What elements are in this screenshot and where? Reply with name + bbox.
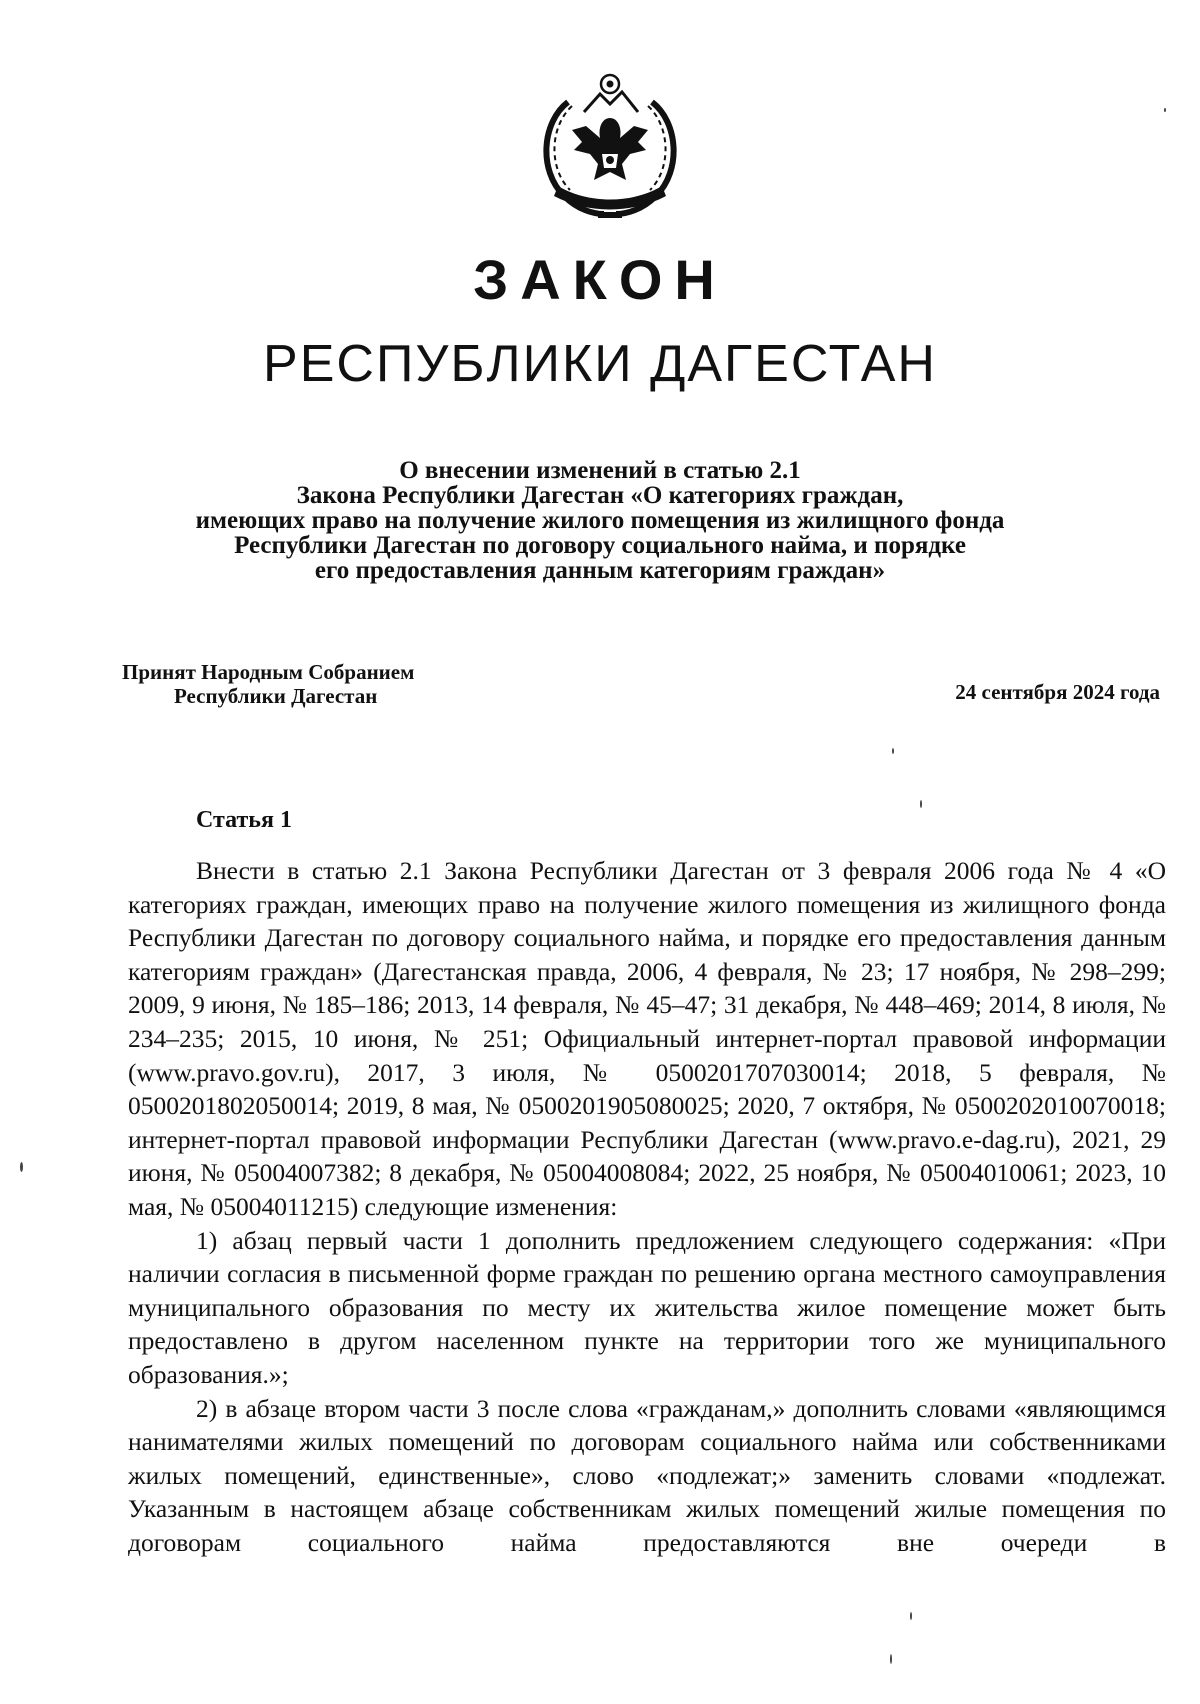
law-subject (120, 458, 1080, 583)
paragraph: 1) абзац первый части 1 дополнить предложением следующего содержания: «При наличии согласия в письменной форме граждан по решению органа местного самоуправления муниципального образования по месту их жительства жилое помещение может быть предоставлено в другом населенном пункте на территории того же муниципального образования.»; (128, 1225, 1166, 1389)
scan-speck (890, 1654, 892, 1664)
article-body (128, 854, 1166, 1559)
law-subject-line: Республики Дагестан по договору социального найма, и порядке (234, 532, 966, 559)
scan-speck (892, 748, 894, 754)
law-subject-line: его предоставления данным категориям граждан» (314, 557, 886, 584)
republic-title: РЕСПУБЛИКИ ДАГЕСТАН (263, 335, 937, 393)
scan-speck (20, 1162, 23, 1172)
adopted-by-line: Республики Дагестан (174, 684, 378, 708)
paragraph: 2) в абзаце втором части 3 после слова «гражданам,» дополнить словами «являющимся нанимателями жилых помещений по договорам социального найма или собственниками жилых помещений, единственные», слово «подлежат;» заменить словами «подлежат. Указанным в настоящем абзаце собственникам жилых помещений жилые помещения по договорам социального найма предоставляются вне очереди в (128, 1393, 1166, 1557)
adopted-by-line: Принят Народным Собранием (122, 660, 415, 684)
scan-speck (920, 800, 922, 808)
article-heading: Статья 1 (196, 807, 292, 833)
adopted-by (122, 660, 414, 708)
paragraph: Внести в статью 2.1 Закона Республики Дагестан от 3 февраля 2006 года № 4 «О категориях граждан, имеющих право на получение жилого помещения из жилищного фонда Республики Дагестан по договору социального найма, и порядке его предоставления данным категориям граждан» (Дагестанская правда, 2006, 4 февраля, № 23; 17 ноября, № 298–299; 2009, 9 июня, № 185–186; 2013, 14 февраля, № 45–47; 31 декабря, № 448–469; 2014, 8 июля, № 234–235; 2015, 10 июня, № 251; Официальный интернет-портал правовой информации (www.pravo.gov.ru), 2017, 3 июля, № 0500201707030014; 2018, 5 февраля, № 0500201802050014; 2019, 8 мая, № 0500201905080025; 2020, 7 октября, № 0500202010070018; интернет-портал правовой информации Республики Дагестан (www.pravo.e-dag.ru), 2021, 29 июня, № 05004007382; 8 декабря, № 05004008084; 2022, 25 ноября, № 05004010061; 2023, 10 мая, № 05004011215) следующие изменения: (128, 856, 1166, 1221)
coat-of-arms-emblem (528, 72, 692, 222)
adopted-date: 24 сентября 2024 года (955, 680, 1160, 704)
scan-speck (1164, 108, 1166, 112)
law-subject-line: О внесении изменений в статью 2.1 (399, 457, 801, 484)
law-subject-line: Закона Республики Дагестан «О категориях граждан, (296, 482, 904, 509)
scan-speck (910, 1612, 912, 1620)
law-subject-line: имеющих право на получение жилого помещения из жилищного фонда (195, 507, 1005, 534)
law-title: ЗАКОН (473, 248, 727, 311)
